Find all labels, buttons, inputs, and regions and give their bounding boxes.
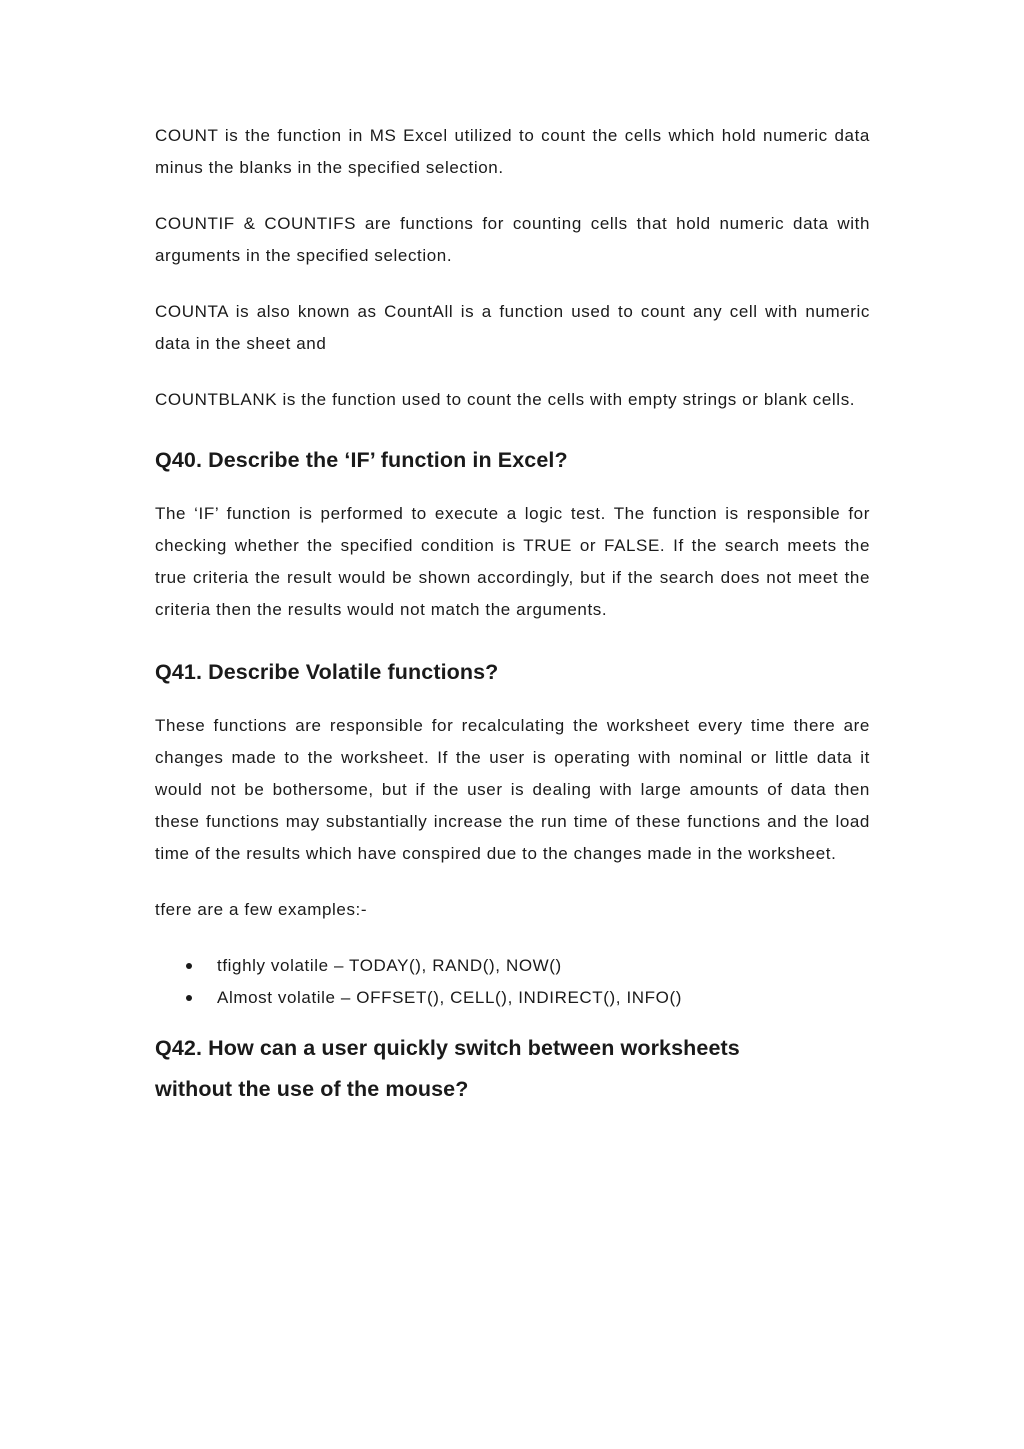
paragraph-q40-body: The ‘IF’ function is performed to execute a logic test. The function is responsible for checking whether the specified condition is TRUE or FALSE. If the search meets the true criteria the result would be shown accordingly, but if the search does not meet the criteria then the results would not match the arguments.: [155, 504, 870, 619]
examples-list: [155, 950, 870, 1014]
heading-q40: Q40. Describe the ‘IF’ function in Excel?: [155, 448, 568, 472]
paragraph-examples-intro: tfere are a few examples:-: [155, 900, 368, 919]
list-item-text: Almost volatile – OFFSET(), CELL(), INDIRECT(), INFO(): [217, 988, 682, 1007]
paragraph-countblank: COUNTBLANK is the function used to count the cells with empty strings or blank cells.: [155, 390, 856, 409]
paragraph-countif: COUNTIF & COUNTIFS are functions for counting cells that hold numeric data with arguments in the specified selection.: [155, 214, 870, 265]
heading-q42-line1: Q42. How can a user quickly switch between worksheets: [155, 1036, 740, 1060]
list-item: [155, 950, 870, 982]
heading-q41: Q41. Describe Volatile functions?: [155, 660, 499, 684]
heading-q42: [155, 1028, 870, 1110]
heading-q42-line2: without the use of the mouse?: [155, 1077, 469, 1101]
paragraph-q41-body: These functions are responsible for recalculating the worksheet every time there are changes made to the worksheet. If the user is operating with nominal or little data it would not be bothersome, but if the user is dealing with large amounts of data then these functions may substantially increase the run time of these functions and the load time of the results which have conspired due to the changes made in the worksheet.: [155, 716, 870, 863]
list-item-text: tfighly volatile – TODAY(), RAND(), NOW(): [217, 956, 562, 975]
paragraph-counta: COUNTA is also known as CountAll is a function used to count any cell with numeric data in the sheet and: [155, 302, 870, 353]
paragraph-count: COUNT is the function in MS Excel utilized to count the cells which hold numeric data minus the blanks in the specified selection.: [155, 126, 870, 177]
document-page: [155, 120, 870, 1127]
bullet-icon: [186, 995, 192, 1001]
list-item: [155, 982, 870, 1014]
bullet-icon: [186, 963, 192, 969]
